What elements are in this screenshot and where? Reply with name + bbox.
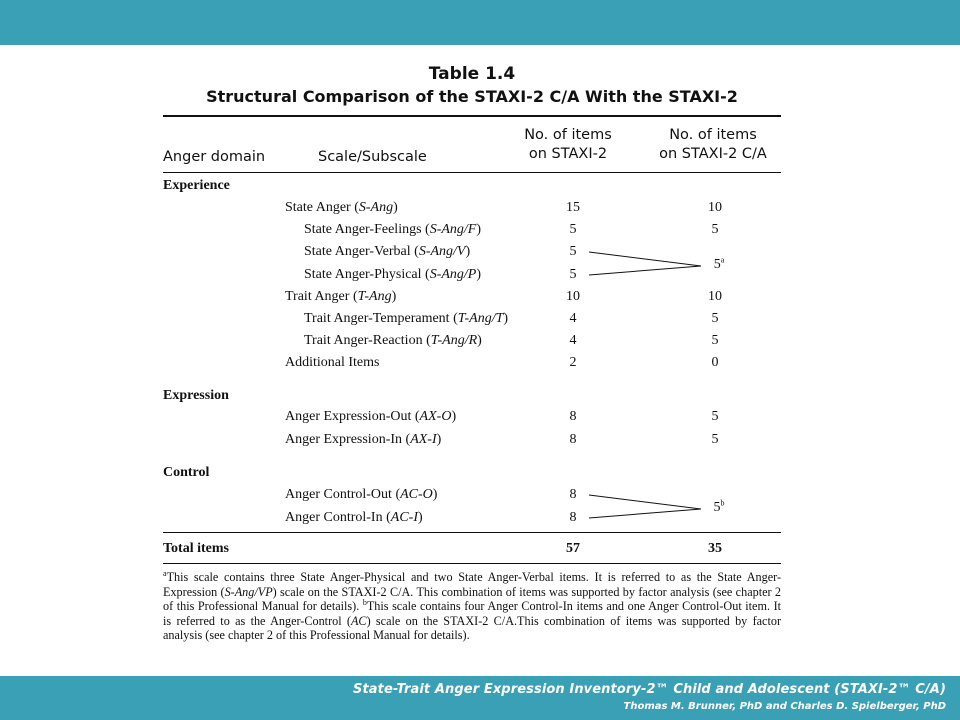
footer-authors: Thomas M. Brunner, PhD and Charles D. Spielberger, PhD: [623, 701, 946, 712]
domain-expression: Expression: [163, 388, 229, 403]
bottom-rule: [163, 563, 781, 564]
row-anger-expression-out: Anger Expression-Out (AX-O): [285, 409, 457, 424]
row-anger-expression-out-staxica: 5: [711, 409, 719, 424]
row-anger-expression-in-staxica: 5: [711, 432, 719, 447]
table-number: Table 1.4: [428, 64, 516, 84]
row-trait-anger-staxi2: 10: [566, 289, 580, 304]
row-state-anger-feelings-staxi2: 5: [569, 222, 577, 237]
row-state-anger-verbal: State Anger-Verbal (S-Ang/V): [304, 244, 471, 259]
row-state-anger-physical-staxi2: 5: [569, 267, 577, 282]
header-anger-domain: Anger domain: [163, 149, 266, 165]
row-trait-anger-temperament-staxi2: 4: [569, 311, 577, 326]
row-trait-anger-reaction: Trait Anger-Reaction (T-Ang/R): [304, 333, 482, 348]
total-label: Total items: [163, 541, 229, 556]
pre-total-rule: [163, 532, 781, 533]
row-additional-items: Additional Items: [285, 355, 380, 370]
table-title: Structural Comparison of the STAXI-2 C/A With the STAXI-2: [206, 87, 738, 106]
row-anger-control-in-staxi2: 8: [569, 510, 577, 525]
row-state-anger-staxica: 10: [708, 200, 722, 215]
bracket-control-in-line: [589, 509, 701, 518]
footer-title: State-Trait Anger Expression Inventory-2™ Child and Adolescent (STAXI-2™ C/A): [352, 682, 946, 697]
row-anger-expression-out-staxi2: 8: [569, 409, 577, 424]
footer-band: [0, 676, 960, 720]
row-trait-anger-temperament-staxica: 5: [711, 311, 719, 326]
row-trait-anger-reaction-staxi2: 4: [569, 333, 577, 348]
row-trait-anger-staxica: 10: [708, 289, 722, 304]
bracket-control-out-line: [589, 495, 701, 509]
row-trait-anger: Trait Anger (T-Ang): [285, 289, 397, 304]
total-staxi2: 57: [566, 541, 580, 556]
table-footnote: $^a$This scale contains three State Anger-Physical and two State Anger-Verbal items. It is referred to as the State Anger-Expression (S-Ang/VP) scale on the STAXI-2 C/A. This combination of items was supported by factor analysis (see chapter 2 of this Professional Manual for details). $^b$This scale contains four Anger Control-In items and one Anger Control-Out item. It is referred to as the Anger-Control (AC) scale on the STAXI-2 C/A.This combination of items was supported by factor analysis (see chapter 2 of this Professional Manual for details).: [163, 568, 782, 643]
row-anger-expression-in: Anger Expression-In (AX-I): [285, 432, 442, 447]
header-staxica: No. of items on STAXI-2 C/A: [659, 127, 767, 162]
row-state-anger: State Anger (S-Ang): [285, 200, 398, 215]
header-staxi2: No. of items on STAXI-2: [524, 127, 612, 162]
row-anger-expression-in-staxi2: 8: [569, 432, 577, 447]
bracket-verbal-line: [589, 252, 701, 266]
row-state-anger-physical: State Anger-Physical (S-Ang/P): [304, 267, 482, 282]
merge-bracket-lines: [163, 64, 781, 544]
row-additional-items-staxica: 0: [711, 355, 719, 370]
top-band: [0, 0, 960, 45]
merged-verbal-physical-staxica: 5$^a$: [713, 255, 725, 272]
row-anger-control-out: Anger Control-Out (AC-O): [285, 487, 438, 502]
row-trait-anger-reaction-staxica: 5: [711, 333, 719, 348]
row-anger-control-out-staxi2: 8: [569, 487, 577, 502]
merged-control-staxica: 5$^b$: [713, 498, 725, 515]
row-anger-control-in: Anger Control-In (AC-I): [285, 510, 423, 525]
domain-control: Control: [163, 465, 210, 480]
total-staxica: 35: [708, 541, 722, 556]
row-state-anger-feelings: State Anger-Feelings (S-Ang/F): [304, 222, 482, 237]
row-state-anger-feelings-staxica: 5: [711, 222, 719, 237]
bracket-physical-line: [589, 266, 701, 275]
row-state-anger-verbal-staxi2: 5: [569, 244, 577, 259]
header-scale: Scale/Subscale: [318, 149, 427, 165]
row-trait-anger-temperament: Trait Anger-Temperament (T-Ang/T): [304, 311, 509, 326]
domain-experience: Experience: [163, 178, 230, 193]
row-additional-items-staxi2: 2: [569, 355, 577, 370]
row-state-anger-staxi2: 15: [566, 200, 580, 215]
